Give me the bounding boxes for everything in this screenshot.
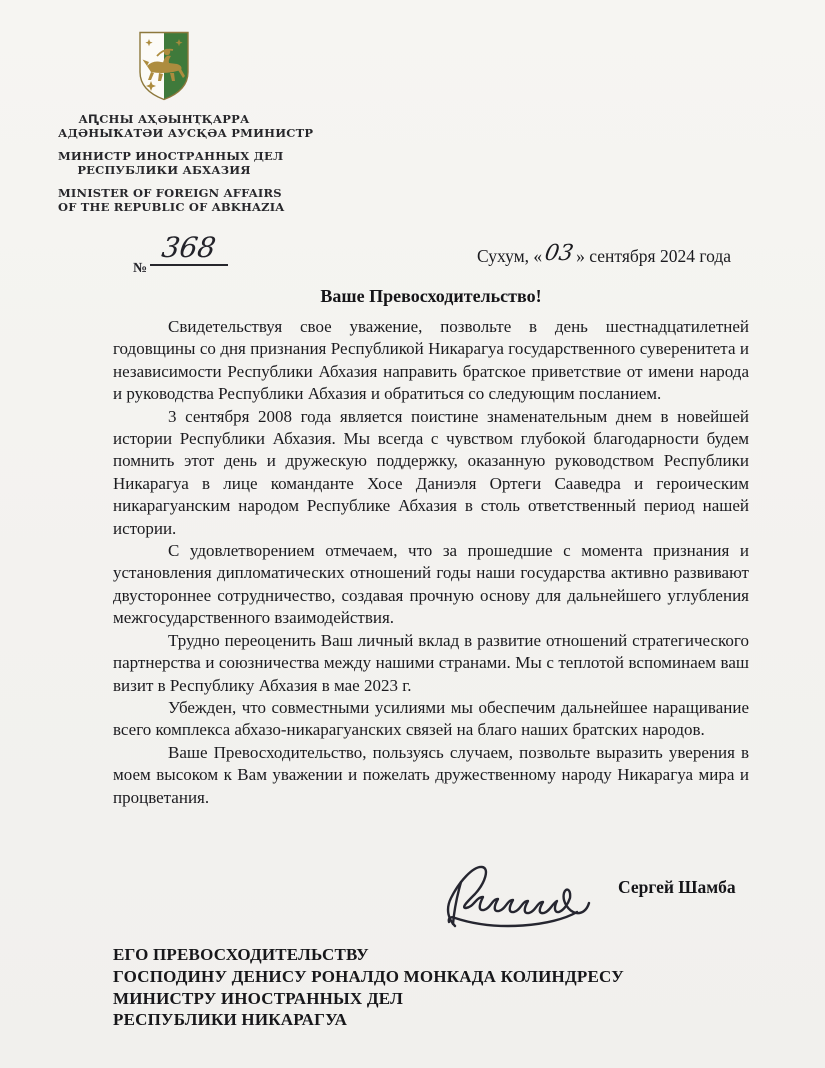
- paragraph-5: Убежден, что совместными усилиями мы обеспечим дальнейшее наращивание всего комплекса абхазо-никарагуанских связей на благо наших братских народов.: [113, 697, 749, 740]
- letterhead-abkhaz: [58, 112, 314, 140]
- paragraph-1: Свидетельствуя свое уважение, позвольте в день шестнадцатилетней годовщины со дня признания Республикой Никарагуа государственного суверенитета и независимости Республики Абхазия направить братское приветствие от имени народа и руководства Республики Абхазия и обратиться со следующим посланием.: [113, 317, 749, 404]
- dateline-day-handwritten: 03: [542, 241, 576, 266]
- salutation: Ваше Превосходительство!: [320, 286, 542, 306]
- addressee-line-2: ГОСПОДИНУ ДЕНИСУ РОНАЛДО МОНКАДА КОЛИНДРЕСУ: [113, 966, 624, 986]
- letterhead-english-line1: MINISTER OF FOREIGN AFFAIRS: [58, 186, 282, 200]
- letter-body: [113, 316, 749, 809]
- letterhead-russian-line2: РЕСПУБЛИКИ АБХАЗИЯ: [77, 163, 251, 177]
- paragraph-6: Ваше Превосходительство, пользуясь случаем, позвольте выразить уверения в моем высоком к Вам уважении и пожелать дружественному народу Никарагуа мира и процветания.: [113, 742, 749, 807]
- signer-name: Сергей Шамба: [618, 877, 736, 897]
- addressee-line-1: ЕГО ПРЕВОСХОДИТЕЛЬСТВУ: [113, 945, 369, 964]
- dateline-suffix: » сентября 2024 года: [576, 246, 731, 266]
- letterhead-english-line2: OF THE REPUBLIC OF ABKHAZIA: [58, 200, 285, 214]
- paragraph-4: Трудно переоценить Ваш личный вклад в развитие отношений стратегического партнерства и союзничества между нашими странами. Мы с теплотой вспоминаем ваш визит в Республику Абхазия в мае 2023 г.: [113, 630, 749, 695]
- reference-number-value: 368: [160, 231, 219, 264]
- paragraph-3: С удовлетворением отмечаем, что за прошедшие с момента признания и установления дипломатических отношений годы наши государства активно развивают двустороннее сотрудничество, создавая прочную основу для дальнейшего углубления межгосударственного взаимодействия.: [113, 541, 749, 628]
- addressee-line-3: МИНИСТРУ ИНОСТРАННЫХ ДЕЛ: [113, 988, 403, 1008]
- signature-icon: [425, 856, 605, 941]
- letterhead-russian: [58, 149, 284, 177]
- letterhead: [58, 30, 314, 223]
- letterhead-abkhaz-line1: АԤСНЫ АҲӘЫНҬҚАРРА: [78, 112, 250, 126]
- reference-number: [133, 231, 228, 276]
- addressee-line-4: РЕСПУБЛИКИ НИКАРАГУА: [113, 1010, 348, 1030]
- dateline: [477, 243, 731, 268]
- paragraph-2: 3 сентября 2008 года является поистине знаменательным днем в новейшей истории Республики Абхазия. Мы всегда с чувством глубокой благодарности будем помнить этот день и дружескую поддержку, оказанную руководством Республики Никарагуа в лице команданте Хосе Даниэля Ортеги Сааведра и героическим никарагуанским народом Республике Абхазия в столь ответственный период нашей истории.: [113, 406, 749, 538]
- dateline-prefix: Сухум, «: [477, 246, 543, 266]
- letterhead-russian-line1: МИНИСТР ИНОСТРАННЫХ ДЕЛ: [58, 149, 284, 163]
- letterhead-abkhaz-line2: АДӘНЫҞАТӘИ АУСҚӘА РМИНИСТР: [58, 126, 314, 140]
- numero-sign: №: [133, 261, 148, 276]
- coat-of-arms-icon: [137, 30, 191, 102]
- addressee-block: [113, 944, 624, 1031]
- letterhead-english: [58, 186, 285, 214]
- reference-underline: [150, 232, 228, 266]
